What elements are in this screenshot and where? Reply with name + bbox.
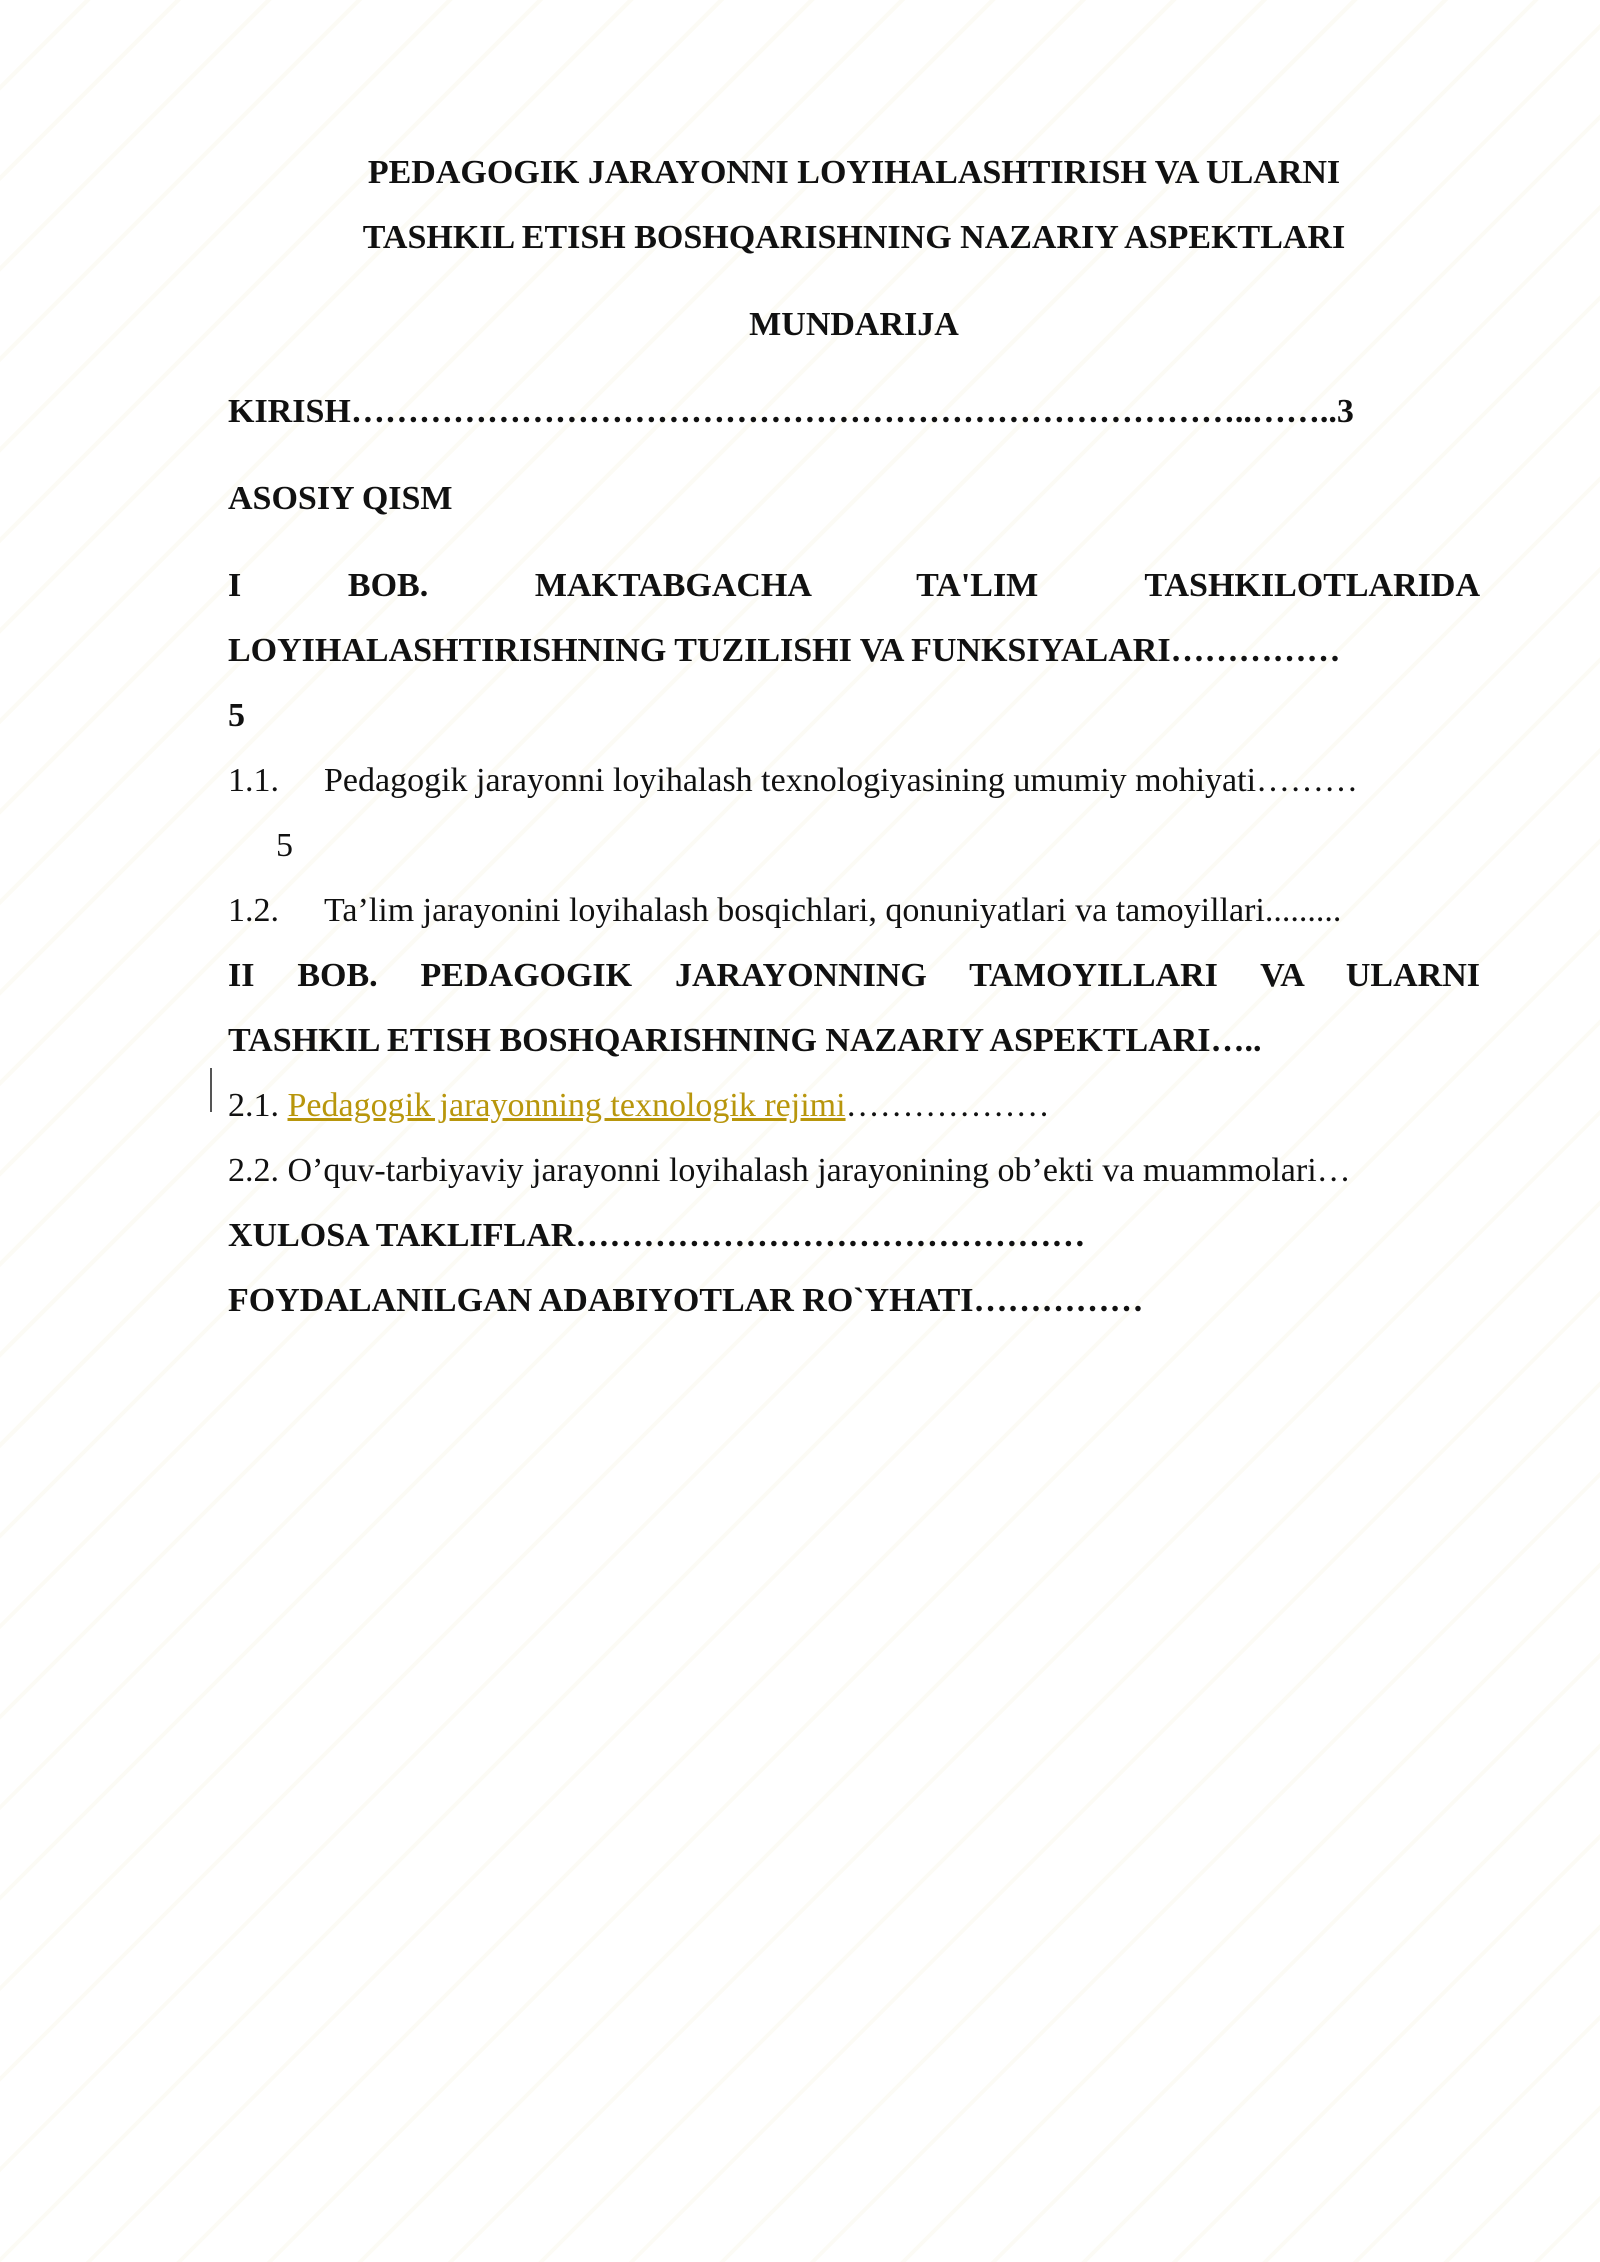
toc-bob-2-line-1: II BOB. PEDAGOGIK JARAYONNING TAMOYILLARI VA ULARNI (228, 957, 1480, 994)
toc-section-2-1-dots: ……………… (845, 1087, 1050, 1124)
text-cursor (210, 1068, 212, 1112)
toc-bob-1 (228, 553, 1480, 748)
toc-kirish: KIRISH……………………………………………………………………..……..3 (228, 393, 1354, 430)
toc-bob-1-line-2: LOYIHALASHTIRISHNING TUZILISHI VA FUNKSIYALARI…………… (228, 632, 1341, 669)
toc-section-1-1-page: 5 (276, 827, 293, 864)
toc-adabiyotlar: FOYDALANILGAN ADABIYOTLAR RO`YHATI…………… (228, 1282, 1144, 1319)
toc-section-1-2 (228, 878, 1480, 943)
toc-section-1-1-number: 1.1. (228, 762, 279, 799)
toc-xulosa: XULOSA TAKLIFLAR……………………………………… (228, 1217, 1086, 1254)
toc-section-2-1 (228, 1073, 1480, 1138)
toc-section-1-2-number: 1.2. (228, 892, 279, 929)
document-title (228, 140, 1480, 270)
toc-bob-1-page: 5 (228, 697, 245, 734)
title-line-2: TASHKIL ETISH BOSHQARISHNING NAZARIY ASPEKTLARI (362, 219, 1346, 256)
toc-asosiy-qism: ASOSIY QISM (228, 480, 453, 517)
toc-section-2-1-link[interactable]: Pedagogik jarayonning texnologik rejimi (287, 1087, 846, 1124)
toc-bob-2 (228, 943, 1480, 1073)
toc-section-2-1-number: 2.1. (228, 1087, 288, 1124)
toc-bob-1-line-1: I BOB. MAKTABGACHA TA'LIM TASHKILOTLARIDA (228, 567, 1480, 604)
toc-heading: MUNDARIJA (749, 306, 959, 343)
title-line-1: PEDAGOGIK JARAYONNI LOYIHALASHTIRISH VA ULARNI (367, 154, 1341, 191)
toc-section-1-2-text: Ta’lim jarayonini loyihalash bosqichlari, qonuniyatlari va tamoyillari......... (324, 892, 1342, 929)
document-content (228, 140, 1480, 1333)
toc-section-1-1-text: Pedagogik jarayonni loyihalash texnologiyasining umumiy mohiyati……… (324, 762, 1359, 799)
toc-bob-2-line-2: TASHKIL ETISH BOSHQARISHNING NAZARIY ASPEKTLARI….. (228, 1022, 1262, 1059)
toc-section-1-1 (228, 748, 1480, 878)
toc-section-2-2: 2.2. O’quv-tarbiyaviy jarayonni loyihalash jarayonining ob’ekti va muammolari… (228, 1152, 1351, 1189)
